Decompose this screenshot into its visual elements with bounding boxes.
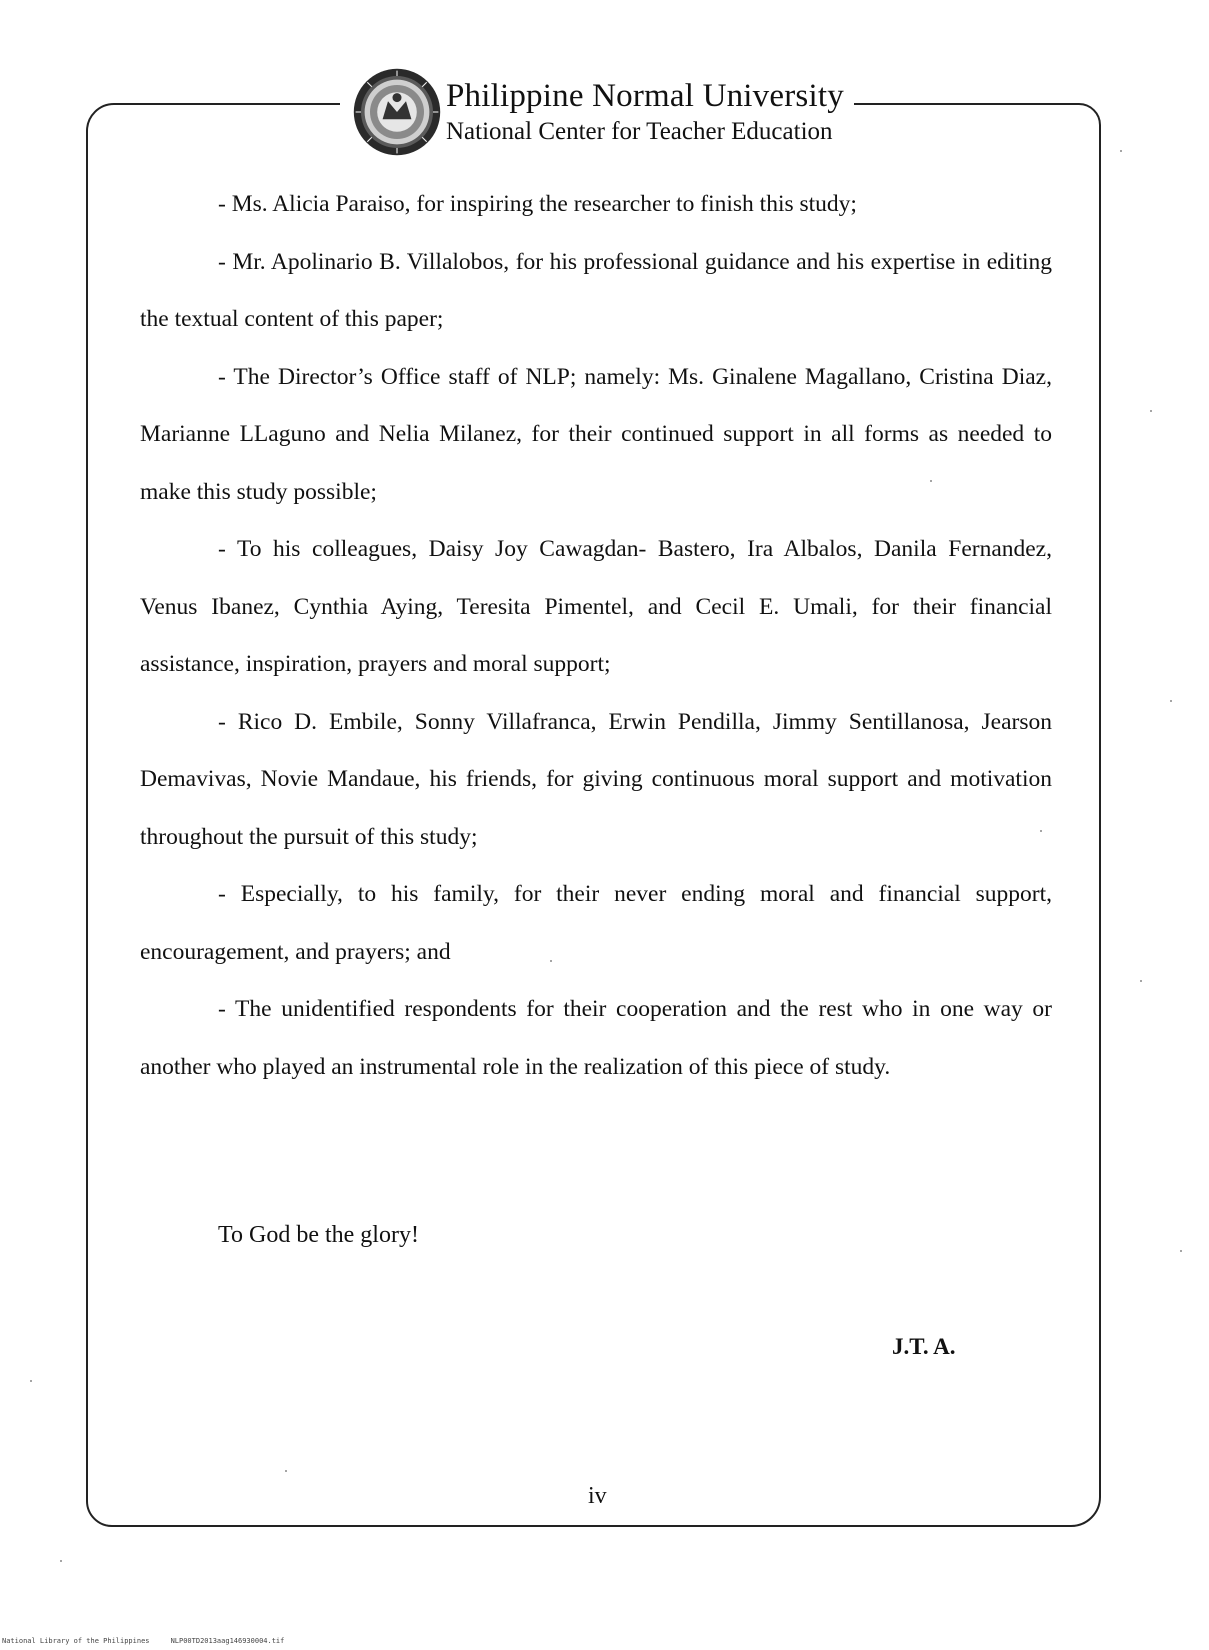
university-subtitle: National Center for Teacher Education — [446, 118, 833, 145]
paragraph: - Mr. Apolinario B. Villalobos, for his professional guidance and his expertise in editing the textual content of this paper; — [140, 248, 1052, 332]
scan-speck — [930, 480, 932, 482]
paragraph: - To his colleagues, Daisy Joy Cawagdan- Bastero, Ira Albalos, Danila Fernandez, Venus Ibanez, Cynthia Aying, Teresita Pimentel, and Cecil E. Umali, for their financial assistance, inspiration, prayers and moral support; — [140, 536, 1052, 677]
closing-line: To God be the glory! — [218, 1222, 419, 1248]
scan-footer: National Library of the Philippines NLP00TD2013aag146930004.tif — [2, 1637, 285, 1645]
page-number: iv — [588, 1483, 607, 1509]
paragraph: - The unidentified respondents for their cooperation and the rest who in one way or another who played an instrumental role in the realization of this piece of study. — [140, 996, 1052, 1080]
scan-speck — [30, 1380, 32, 1382]
scan-speck — [1170, 700, 1172, 702]
acknowledgment-body — [140, 176, 1052, 1096]
scan-speck — [1140, 980, 1142, 982]
paragraph: - The Director’s Office staff of NLP; namely: Ms. Ginalene Magallano, Cristina Diaz, Marianne LLaguno and Nelia Milanez, for their continued support in all forms as needed to make this study possible; — [140, 363, 1052, 505]
scan-speck — [1120, 150, 1122, 152]
letterhead — [340, 62, 854, 162]
university-seal-icon — [352, 67, 442, 157]
paragraph: - Rico D. Embile, Sonny Villafranca, Erwin Pendilla, Jimmy Sentillanosa, Jearson Demavivas, Novie Mandaue, his friends, for giving continuous moral support and motivation throughout the pursuit of this study; — [140, 708, 1052, 850]
university-name: Philippine Normal University — [446, 78, 844, 114]
scan-speck — [550, 960, 552, 962]
author-initials: J.T. A. — [892, 1334, 956, 1359]
scan-speck — [1150, 410, 1152, 412]
scan-speck — [60, 1560, 62, 1562]
scan-speck — [1040, 830, 1042, 832]
scan-speck — [285, 1470, 287, 1472]
paragraph: - Ms. Alicia Paraiso, for inspiring the researcher to finish this study; — [218, 191, 857, 217]
paragraph: - Especially, to his family, for their never ending moral and financial support, encouragement, and prayers; and — [140, 881, 1052, 965]
scan-speck — [1180, 1250, 1182, 1252]
